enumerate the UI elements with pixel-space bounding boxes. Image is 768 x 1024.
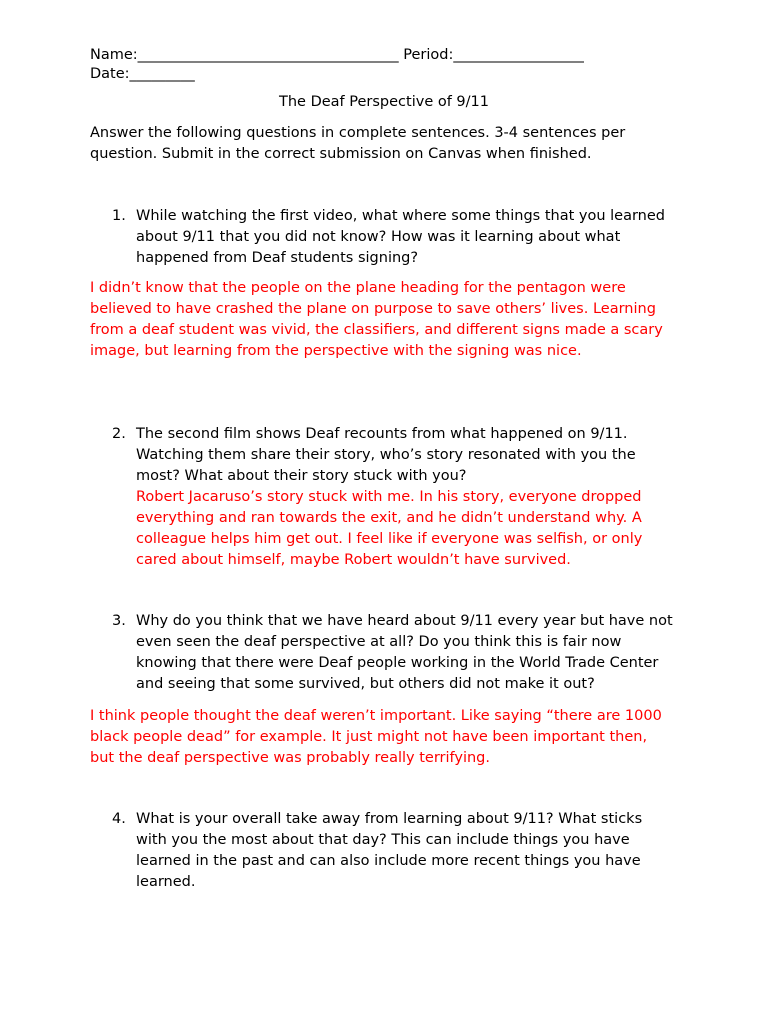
question-2-number: 2. (112, 426, 126, 442)
date-line: Date:_________ (90, 66, 195, 82)
question-1-text: While watching the first video, what where some things that you learned about 9/11 that you did not know? How was it learning about what happened from Deaf students signing? (136, 208, 665, 266)
question-3-number: 3. (112, 613, 126, 629)
answer-2-text: Robert Jacaruso’s story stuck with me. In his story, everyone dropped everything and ran towards the exit, and he didn’t understand why. A colleague helps him get out. I feel like if everyone was selfish, or only cared about himself, maybe Robert wouldn’t have survived. (136, 489, 643, 568)
answer-3-text: I think people thought the deaf weren’t important. Like saying “there are 1000 black people dead” for example. It just might not have been important then, but the deaf perspective was probably really terrifying. (90, 708, 662, 766)
question-3-text: Why do you think that we have heard about 9/11 every year but have not even seen the deaf perspective at all? Do you think this is fair now knowing that there were Deaf people working in the World Trade Center and seeing that some survived, but others did not make it out? (136, 613, 673, 692)
instructions: Answer the following questions in complete sentences. 3-4 sentences per question. Submit in the correct submission on Canvas when finished. (90, 125, 626, 162)
question-1-number: 1. (112, 208, 126, 224)
question-4-text: What is your overall take away from learning about 9/11? What sticks with you the most about that day? This can include things you have learned in the past and can also include more recent things you have learned. (136, 811, 643, 890)
name-period-line: Name:____________________________________ Period:__________________ (90, 47, 584, 63)
question-2-text: The second film shows Deaf recounts from what happened on 9/11. Watching them share their story, who’s story resonated with you the most? What about their story stuck with you? (136, 426, 636, 484)
answer-1-text: I didn’t know that the people on the plane heading for the pentagon were believed to have crashed the plane on purpose to save others’ lives. Learning from a deaf student was vivid, the classifiers, and different signs made a scary image, but learning from the perspective with the signing was nice. (90, 280, 663, 359)
question-4-number: 4. (112, 811, 126, 827)
document-title: The Deaf Perspective of 9/11 (279, 94, 489, 110)
